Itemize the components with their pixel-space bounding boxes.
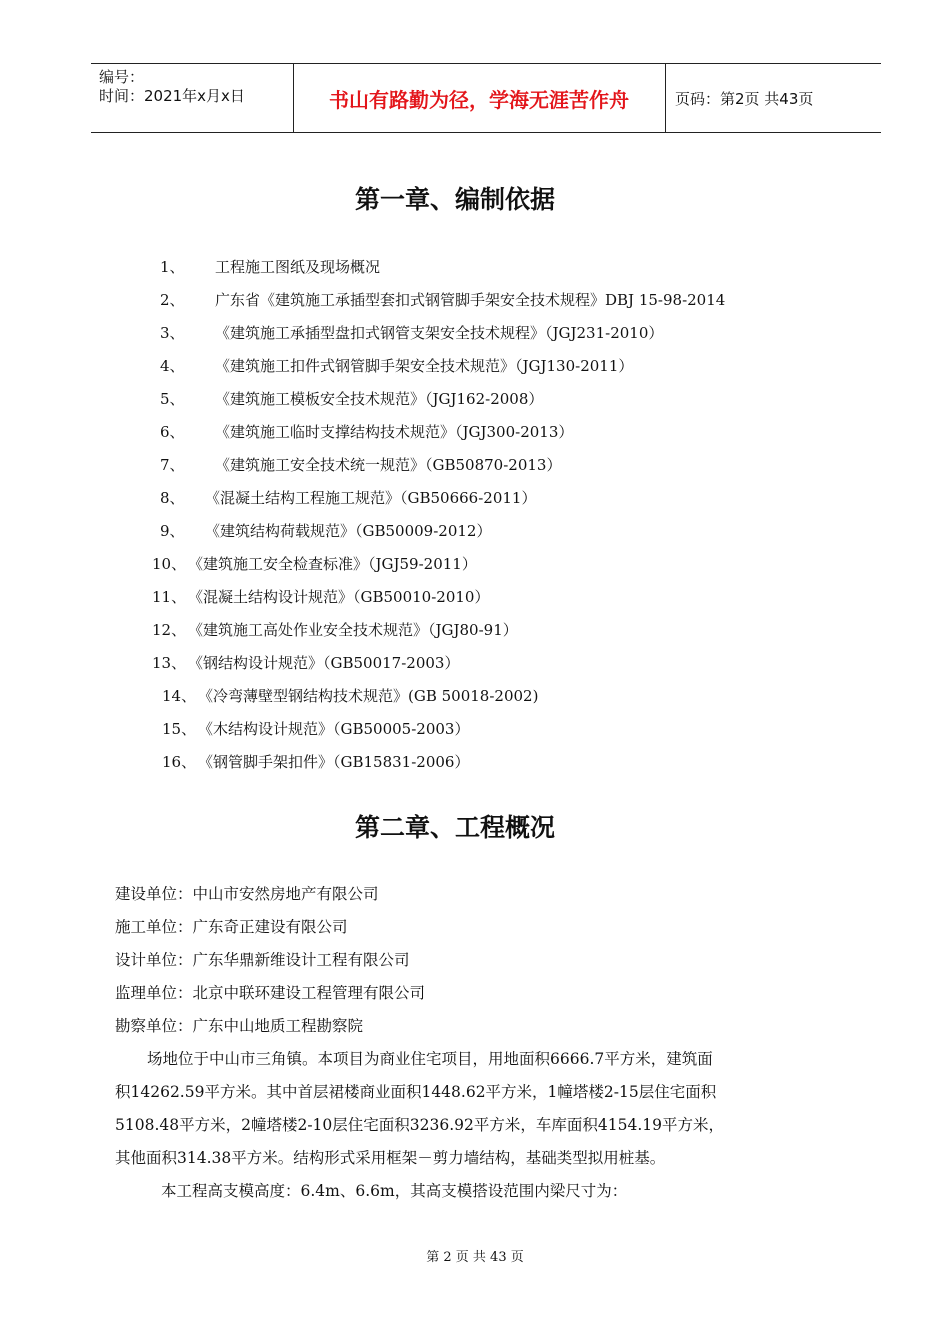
reference-item <box>160 416 574 449</box>
formwork-height-line: 本工程高支模高度：6.4m、6.6m，其高支模搭设范围内梁尺寸为： <box>161 1182 628 1200</box>
reference-text: 《建筑施工安全检查标准》（JGJ59-2011） <box>188 555 477 573</box>
project-overview-paragraph <box>115 1043 855 1208</box>
reference-item <box>152 548 477 581</box>
reference-item <box>160 449 562 482</box>
reference-item <box>160 284 726 317</box>
reference-item <box>160 350 634 383</box>
paragraph-line: 其他面积314.38平方米。结构形式采用框架－剪力墙结构，基础类型拟用桩基。 <box>115 1149 666 1167</box>
reference-text: 《钢管脚手架扣件》（GB15831-2006） <box>198 753 470 771</box>
reference-number: 4、 <box>160 357 185 375</box>
reference-text: 《冷弯薄壁型钢结构技术规范》(GB 50018-2002) <box>198 687 539 705</box>
reference-item <box>160 317 664 350</box>
reference-number: 14、 <box>162 687 197 705</box>
reference-number: 11、 <box>152 588 187 606</box>
reference-item <box>162 680 539 713</box>
chapter-2-title: 第二章、工程概况 <box>354 813 555 842</box>
reference-item <box>152 614 518 647</box>
reference-item <box>160 383 544 416</box>
reference-text: 《建筑施工安全技术统一规范》（GB50870-2013） <box>215 456 562 474</box>
page-footer: 第 2 页 共 43 页 <box>426 1250 524 1265</box>
reference-number: 6、 <box>160 423 185 441</box>
reference-number: 2、 <box>160 291 185 309</box>
reference-text: 《建筑结构荷载规范》（GB50009-2012） <box>205 522 492 540</box>
reference-text: 《建筑施工模板安全技术规范》（JGJ162-2008） <box>215 390 544 408</box>
reference-text: 工程施工图纸及现场概况 <box>215 258 381 276</box>
reference-number: 5、 <box>160 390 185 408</box>
reference-text: 《木结构设计规范》（GB50005-2003） <box>198 720 470 738</box>
reference-text: 《建筑施工承插型盘扣式钢管支架安全技术规程》（JGJ231-2010） <box>215 324 664 342</box>
reference-number: 12、 <box>152 621 187 639</box>
reference-number: 8、 <box>160 489 185 507</box>
supervision-unit: 监理单位：北京中联环建设工程管理有限公司 <box>115 984 426 1002</box>
reference-number: 13、 <box>152 654 187 672</box>
reference-number: 10、 <box>152 555 187 573</box>
reference-item <box>162 713 470 746</box>
survey-unit: 勘察单位：广东中山地质工程勘察院 <box>115 1017 364 1035</box>
reference-text: 《建筑施工临时支撑结构技术规范》（JGJ300-2013） <box>215 423 574 441</box>
reference-number: 9、 <box>160 522 185 540</box>
reference-number: 3、 <box>160 324 185 342</box>
reference-text: 《建筑施工高处作业安全技术规范》（JGJ80-91） <box>188 621 518 639</box>
reference-item <box>152 647 460 680</box>
paragraph-line: 积14262.59平方米。其中首层裙楼商业面积1448.62平方米，1幢塔楼2-15层住宅面积 <box>115 1083 717 1101</box>
reference-number: 1、 <box>160 258 185 276</box>
reference-number: 7、 <box>160 456 185 474</box>
chapter-1-title: 第一章、编制依据 <box>354 185 555 214</box>
reference-item <box>162 746 470 779</box>
header-page-label: 页码：第2页 共43页 <box>675 89 814 108</box>
construction-unit: 施工单位：广东奇正建设有限公司 <box>115 918 348 936</box>
reference-number: 15、 <box>162 720 197 738</box>
reference-text: 《建筑施工扣件式钢管脚手架安全技术规范》（JGJ130-2011） <box>215 357 634 375</box>
page-header <box>91 63 881 133</box>
header-motto: 书山有路勤为径，学海无涯苦作舟 <box>329 87 629 112</box>
reference-number: 16、 <box>162 753 197 771</box>
header-divider <box>665 64 666 132</box>
reference-item <box>152 581 490 614</box>
document-number-label: 编号： <box>99 68 145 86</box>
document-time-label: 时间：2021年x月x日 <box>99 87 245 105</box>
reference-text: 广东省《建筑施工承插型套扣式钢管脚手架安全技术规程》DBJ 15-98-2014 <box>215 291 726 309</box>
reference-item <box>160 515 492 548</box>
client-unit: 建设单位：中山市安然房地产有限公司 <box>115 885 379 903</box>
header-meta <box>99 68 294 106</box>
reference-item <box>160 482 537 515</box>
paragraph-line: 5108.48平方米，2幢塔楼2-10层住宅面积3236.92平方米，车库面积4154.19平方米， <box>115 1116 724 1134</box>
reference-item <box>160 251 381 284</box>
reference-text: 《混凝土结构工程施工规范》（GB50666-2011） <box>205 489 537 507</box>
reference-text: 《混凝土结构设计规范》（GB50010-2010） <box>188 588 490 606</box>
design-unit: 设计单位：广东华鼎新维设计工程有限公司 <box>115 951 410 969</box>
paragraph-line: 场地位于中山市三角镇。本项目为商业住宅项目，用地面积6666.7平方米，建筑面 <box>147 1050 713 1068</box>
reference-text: 《钢结构设计规范》（GB50017-2003） <box>188 654 460 672</box>
